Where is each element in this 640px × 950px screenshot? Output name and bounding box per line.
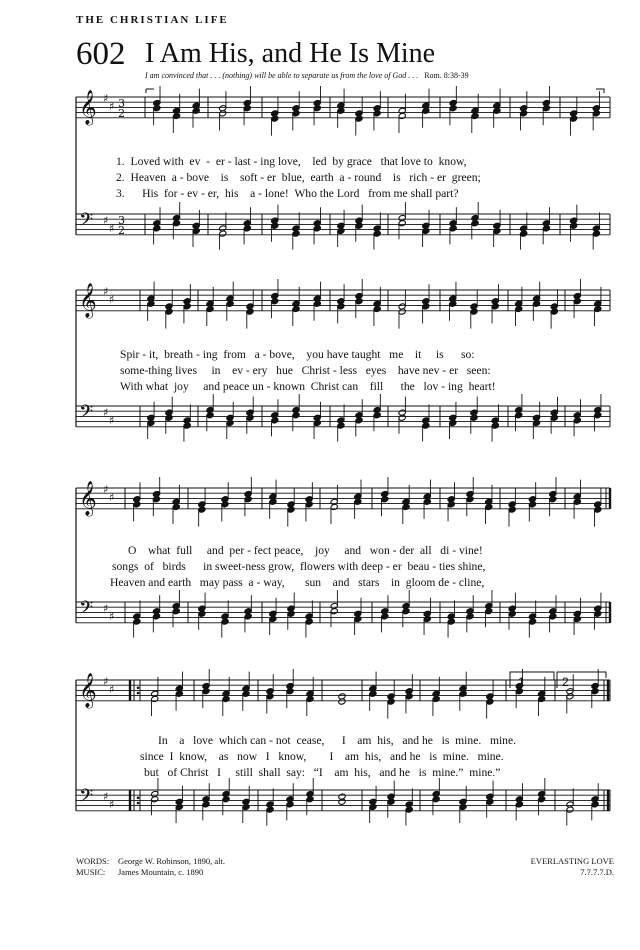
time-signature: 2 — [118, 224, 125, 237]
music-credit: James Mountain, c. 1890 — [118, 866, 204, 877]
lyric-line: Heaven and earth may pass a - way, sun and stars in gloom de - cline, — [110, 576, 485, 589]
repeat-dot — [137, 687, 140, 690]
sharp-icon: ♯ — [103, 602, 109, 615]
sharp-icon: ♯ — [109, 610, 115, 623]
music-label: MUSIC: — [76, 866, 106, 877]
lyric-line: With what joy and peace un - known Christ can fill the lov - ing heart! — [120, 380, 496, 393]
sharp-icon: ♯ — [109, 491, 115, 504]
lyric-line: Spir - it, breath - ing from a - bove, you have taught me it is so: — [120, 348, 475, 361]
sharp-icon: ♯ — [109, 798, 115, 811]
repeat-dot — [137, 797, 140, 800]
hymn-title: I Am His, and He Is Mine — [145, 38, 436, 69]
sharp-icon: ♯ — [109, 100, 115, 113]
repeat-dot — [137, 692, 140, 695]
epigraph-reference: Rom. 8:38-39 — [424, 71, 469, 80]
treble-clef-icon: 𝄞 — [79, 283, 97, 318]
credits — [76, 856, 225, 877]
sharp-icon: ♯ — [103, 92, 109, 105]
sharp-icon: ♯ — [103, 214, 109, 227]
sharp-icon: ♯ — [109, 222, 115, 235]
sharp-icon: ♯ — [103, 483, 109, 496]
section-header: THE CHRISTIAN LIFE — [76, 14, 229, 26]
lyric-line: 1. Loved with ev - er - last - ing love, led by grace that love to know, — [116, 155, 467, 168]
sharp-icon: ♯ — [109, 293, 115, 306]
sharp-icon: ♯ — [103, 675, 109, 688]
bass-clef-icon: 𝄢 — [79, 598, 94, 623]
tune-info — [531, 856, 614, 877]
first-ending-label: 1 — [518, 675, 525, 689]
time-signature: 3 — [118, 214, 125, 227]
phrase-bracket — [146, 89, 154, 93]
sharp-icon: ♯ — [103, 790, 109, 803]
hymn-number: 602 — [76, 36, 126, 72]
lyric-line: but of Christ I still shall say: “I am his, and he is mine.” mine.” — [144, 766, 501, 779]
notehead — [338, 798, 346, 805]
notehead — [338, 698, 346, 705]
treble-clef-icon: 𝄞 — [79, 673, 97, 708]
bass-clef-icon: 𝄢 — [79, 210, 94, 235]
sharp-icon: ♯ — [109, 683, 115, 696]
words-label: WORDS: — [76, 856, 110, 866]
time-signature: 3 — [118, 97, 125, 110]
time-signature: 2 — [118, 107, 125, 120]
words-credit: George W. Robinson, 1890, alt. — [118, 856, 226, 866]
lyric-line: In a love which can - not cease, I am his, and he is mine. mine. — [158, 734, 517, 747]
repeat-dot — [137, 802, 140, 805]
lyric-line: 3. His for - ev - er, his a - lone! Who the Lord from me shall part? — [116, 187, 459, 200]
lyric-line: since I know, as now I know, I am his, and he is mine. mine. — [140, 750, 504, 763]
lyric-line: 2. Heaven a - bove is soft - er blue, earth a - round is rich - er green; — [116, 171, 481, 184]
lyric-line: some-thing lives in ev - ery hue Christ - less eyes have nev - er seen: — [120, 364, 491, 377]
lyric-line: songs of birds in sweet-ness grow, flowers with deep - er beau - ties shine, — [112, 560, 486, 573]
lyric-line: O what full and per - fect peace, joy and won - der all di - vine! — [128, 544, 483, 557]
second-ending-label: 2 — [562, 675, 569, 689]
tune-name: EVERLASTING LOVE — [530, 856, 614, 866]
sharp-icon: ♯ — [103, 285, 109, 298]
treble-clef-icon: 𝄞 — [79, 90, 97, 125]
epigraph-text: I am convinced that . . . (nothing) will be able to separate us from the love of God . . . — [145, 71, 419, 80]
meter: 7.7.7.7.D. — [580, 866, 614, 877]
bass-clef-icon: 𝄢 — [79, 786, 94, 811]
bass-clef-icon: 𝄢 — [79, 402, 94, 427]
sharp-icon: ♯ — [103, 406, 109, 419]
sharp-icon: ♯ — [109, 414, 115, 427]
treble-clef-icon: 𝄞 — [79, 481, 97, 516]
